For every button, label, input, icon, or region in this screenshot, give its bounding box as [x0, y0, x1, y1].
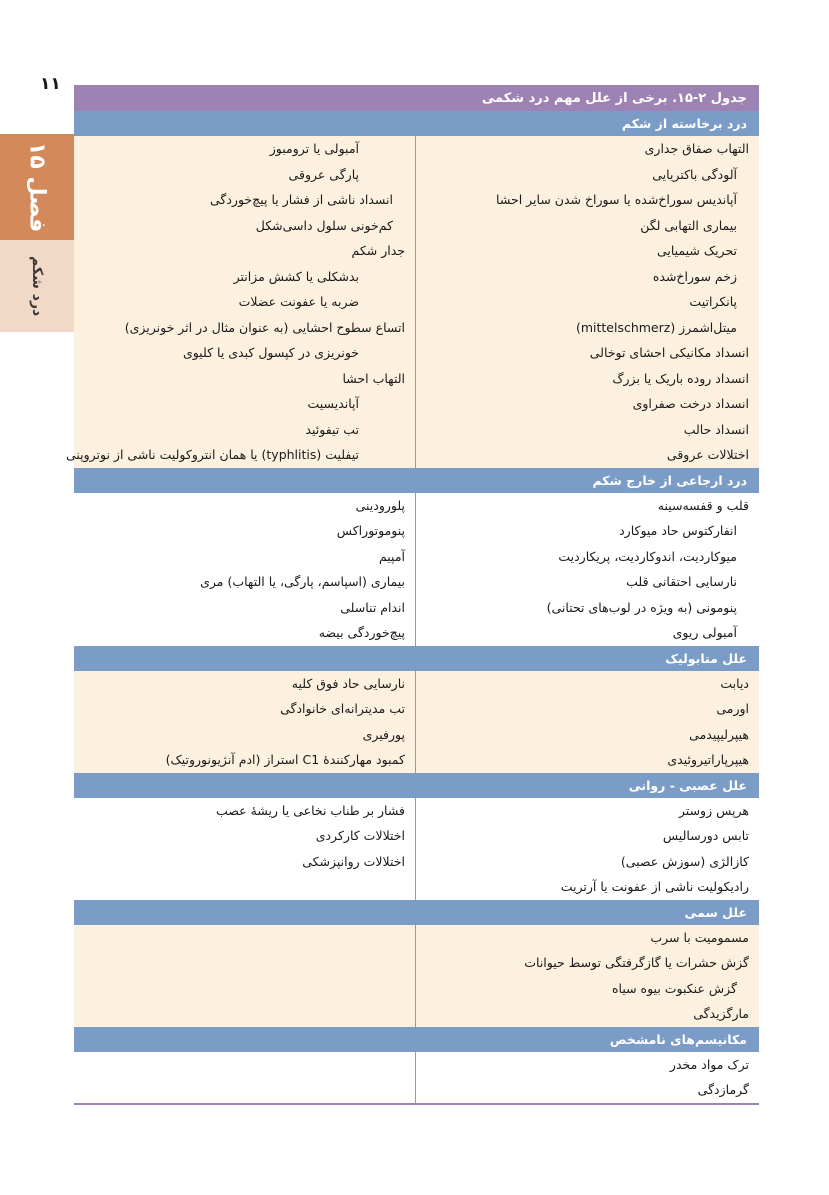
table-cell: فشار بر طناب نخاعی یا ریشهٔ عصب — [216, 802, 405, 818]
table-cell: التهاب احشا — [342, 370, 405, 386]
table-cell: آمپیم — [378, 548, 405, 564]
section-block — [74, 671, 759, 773]
table-cell — [74, 874, 415, 900]
chapter-tab — [0, 134, 74, 240]
table-cell: پیچ‌خوردگی بیضه — [318, 625, 405, 640]
table-cell: دیابت — [720, 675, 749, 691]
section-block — [65, 136, 759, 468]
section-heading: مکانیسم‌های نامشخص — [74, 1027, 759, 1052]
table-cell: پنوموتوراکس — [336, 523, 405, 538]
table-cell: کم‌خونی سلول داسی‌شکل — [255, 217, 393, 233]
right-column — [415, 1052, 759, 1103]
table-cell: مسمومیت با سرب — [650, 929, 749, 945]
table-cell: بیماری (اسپاسم، پارگی، یا التهاب) مری — [200, 574, 405, 589]
table-cell: هیپرلیپیدمی — [689, 726, 749, 742]
section-heading: درد ارجاعی از خارج شکم — [74, 468, 759, 493]
section-block — [74, 925, 759, 1027]
table-cell: پورفیری — [362, 726, 405, 742]
page-number: ۱۱ — [40, 74, 61, 94]
table-cell: گزش عنکبوت بیوه سیاه — [611, 980, 737, 996]
table-cell: بدشکلی یا کشش مزانتر — [233, 268, 359, 284]
table-cell: تب مدیترانه‌ای خانوادگی — [280, 701, 405, 716]
table-cell — [74, 1001, 415, 1027]
table-cell: اختلالات کارکردی — [315, 828, 405, 843]
table-cell: نارسایی احتقانی قلب — [626, 574, 737, 589]
left-column — [74, 925, 415, 1027]
table-cell: پانکراتیت — [689, 294, 737, 309]
table-cell: جدار شکم — [351, 243, 405, 258]
right-column — [415, 493, 759, 646]
section-block — [74, 798, 759, 900]
table-cell — [74, 1052, 415, 1078]
section-heading: علل عصبی - روانی — [74, 773, 759, 798]
table-cell: گزش حشرات یا گازگرفتگی توسط حیوانات — [524, 955, 749, 970]
table-cell: کمبود مهارکنندهٔ C1 استراز (ادم آنژیونوروتیک) — [165, 752, 405, 767]
table-cell: التهاب صفاق جداری — [644, 141, 749, 156]
left-column — [74, 493, 415, 646]
table-cell: زخم سوراخ‌شده — [652, 268, 737, 284]
table-cell: تیفلیت (typhlitis) یا همان انتروکولیت ناشی از نوتروپنی — [65, 447, 359, 462]
table-cell: تابس دورسالیس — [662, 828, 749, 843]
section-block — [74, 1052, 759, 1103]
table-cell: انفارکتوس حاد میوکارد — [619, 523, 737, 538]
table-cell: پلورودینی — [355, 497, 405, 513]
table-cell: پنومونی (به ویژه در لوب‌های تحتانی) — [546, 599, 737, 615]
table-bottom-border — [74, 1103, 759, 1105]
table-cell: انسداد مکانیکی احشای توخالی — [589, 345, 749, 360]
right-column — [415, 136, 759, 468]
section-heading: علل متابولیک — [74, 646, 759, 671]
table-cell: آمبولی ریوی — [672, 625, 737, 640]
table-cell: انسداد درخت صفراوی — [632, 396, 749, 411]
table-cell: اتساع سطوح احشایی (به عنوان مثال در اثر خونریزی) — [124, 319, 405, 335]
section-tab — [0, 240, 74, 332]
chapter-label: فصل ۱۵ — [24, 141, 50, 233]
table-cell: میتل‌اشمرز (mittelschmerz) — [575, 319, 737, 335]
table-body — [65, 111, 759, 1103]
table-cell: انسداد حالب — [683, 421, 749, 437]
table-cell — [74, 1077, 415, 1103]
table-cell: آمبولی یا ترومبوز — [269, 141, 359, 156]
right-column — [415, 798, 759, 900]
table-cell: ترک مواد مخدر — [669, 1056, 749, 1072]
left-column — [74, 798, 415, 900]
table-title: جدول ۲-۱۵. برخی از علل مهم درد شکمی — [74, 85, 759, 111]
table-cell: تحریک شیمیایی — [656, 243, 737, 258]
table-cell — [74, 976, 415, 1002]
right-column — [415, 925, 759, 1027]
table-cell: قلب و قفسه‌سینه — [657, 497, 749, 513]
table-cell: ضربه یا عفونت عضلات — [238, 294, 359, 309]
section-heading: درد برخاسته از شکم — [74, 111, 759, 136]
table-cell: اختلالات روانپزشکی — [302, 853, 405, 869]
section-label: درد شکم — [29, 255, 45, 317]
left-column — [65, 136, 415, 468]
table-cell: رادیکولیت ناشی از عفونت یا آرتریت — [560, 879, 749, 894]
table-cell: آپاندیسیت — [307, 396, 359, 411]
table-cell: اختلالات عروقی — [666, 447, 749, 462]
table-cell: بیماری التهابی لگن — [640, 217, 737, 233]
table-cell: میوکاردیت، اندوکاردیت، پریکاردیت — [558, 548, 737, 564]
table-cell: اندام تناسلی — [340, 599, 405, 615]
table-cell — [74, 950, 415, 976]
right-column — [415, 671, 759, 773]
table-cell: اورمی — [716, 701, 749, 716]
table-cell: کازالژی (سوزش عصبی) — [620, 853, 749, 869]
table-cell: هیپرپاراتیروئیدی — [667, 752, 749, 767]
left-column — [74, 1052, 415, 1103]
table-cell: تب تیفوئید — [305, 421, 359, 437]
causes-table — [65, 85, 759, 1105]
section-block — [74, 493, 759, 646]
table-cell: نارسایی حاد فوق کلیه — [291, 675, 405, 691]
table-cell: مارگزیدگی — [693, 1006, 749, 1021]
table-cell: انسداد روده باریک یا بزرگ — [612, 370, 749, 386]
table-cell: آلودگی باکتریایی — [652, 166, 737, 182]
table-cell: پارگی عروقی — [288, 166, 359, 182]
table-cell: هرپس زوستر — [678, 802, 749, 818]
table-cell — [74, 925, 415, 951]
table-cell: گرمازدگی — [697, 1082, 749, 1097]
section-heading: علل سمی — [74, 900, 759, 925]
left-column — [74, 671, 415, 773]
table-cell: آپاندیس سوراخ‌شده یا سوراخ شدن سایر احشا — [496, 192, 737, 207]
table-cell: انسداد ناشی از فشار یا پیچ‌خوردگی — [210, 192, 393, 207]
table-cell: خونریزی در کپسول کبدی یا کلیوی — [182, 345, 359, 360]
